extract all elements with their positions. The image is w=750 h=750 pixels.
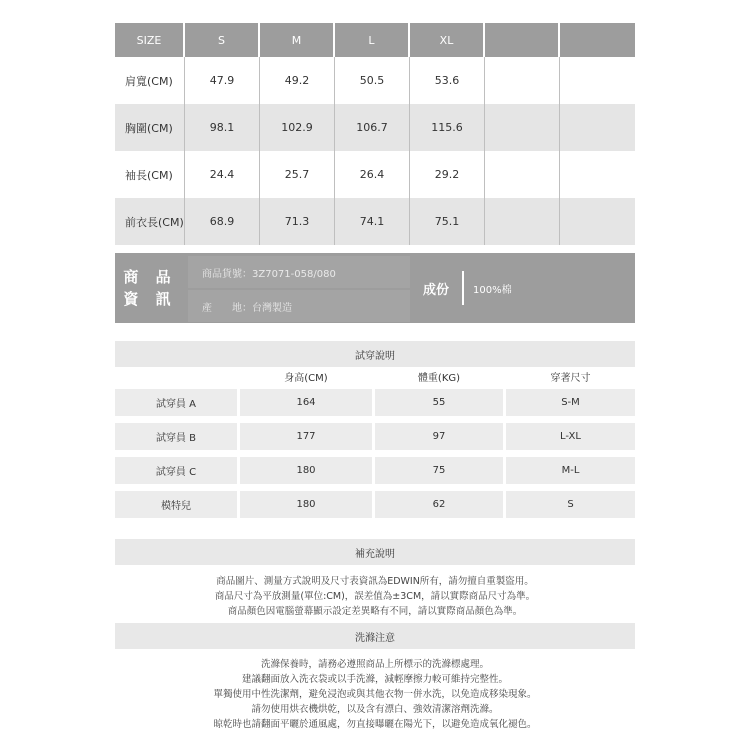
table-cell [560,198,635,245]
wash-line: 洗滌保養時，請務必遵照商品上所標示的洗滌標處理。 [260,659,489,670]
table-cell: 74.1 [335,198,410,245]
table-cell: 53.6 [410,57,485,104]
sku-line: 商品貨號：3Z7071-058/080 [188,256,410,288]
table-cell: 24.4 [185,151,260,198]
origin-line: 產 地：台灣製造 [188,290,410,322]
table-row [115,457,635,484]
tryon-weight: 62 [375,491,503,518]
table-cell: 68.9 [185,198,260,245]
table-row [115,104,635,151]
header-size: SIZE [115,23,185,57]
header-s: S [185,23,260,57]
supplement-title-bar [115,539,635,565]
tryon-size: L-XL [506,423,635,450]
row-label: 袖長(CM) [115,151,185,198]
table-cell [560,151,635,198]
tryon-name: 試穿員 A [115,389,237,416]
tryon-weight: 97 [375,423,503,450]
table-cell [560,104,635,151]
composition-divider [462,271,464,305]
table-row [115,423,635,450]
tryon-header-row [115,366,635,386]
tryon-weight: 75 [375,457,503,484]
row-label: 前衣長(CM) [115,198,185,245]
product-info-title-line2: 資 訊 [123,290,177,308]
table-cell: 47.9 [185,57,260,104]
tryon-height: 164 [240,389,372,416]
supplement-title: 補充說明 [355,548,395,560]
table-row [115,491,635,518]
composition-value: 100%棉 [473,285,512,296]
wash-line: 單獨使用中性洗潔劑，避免浸泡或與其他衣物一併水洗，以免造成移染現象。 [213,689,537,700]
table-cell [485,151,560,198]
wash-title: 洗滌注意 [355,632,395,644]
product-info-title [115,253,185,323]
table-cell [485,198,560,245]
supplement-line: 商品顏色因電腦螢幕顯示設定差異略有不同，請以實際商品顏色為準。 [227,606,523,617]
table-cell: 49.2 [260,57,335,104]
table-row [115,57,635,104]
product-info-title-line1: 商 品 [123,268,177,286]
tryon-size: M-L [506,457,635,484]
wash-line: 晾乾時也請翻面平曬於通風處，勿直接曝曬在陽光下，以避免造成氧化褪色。 [213,719,537,730]
header-empty-2 [560,23,635,57]
table-cell: 106.7 [335,104,410,151]
tryon-size: S [506,491,635,518]
wash-line: 建議翻面放入洗衣袋或以手洗滌，減輕摩擦力較可維持完整性。 [241,674,508,685]
product-info-details [188,253,410,323]
table-row [115,389,635,416]
header-empty-1 [485,23,560,57]
table-cell [485,57,560,104]
tryon-height: 180 [240,491,372,518]
table-cell: 25.7 [260,151,335,198]
table-cell [485,104,560,151]
supplement-line: 商品尺寸為平放測量(單位:CM)，誤差值為±3CM，請以實際商品尺寸為準。 [214,591,536,602]
table-cell: 98.1 [185,104,260,151]
table-row [115,151,635,198]
tryon-name: 試穿員 C [115,457,237,484]
wash-title-bar [115,623,635,649]
table-cell: 115.6 [410,104,485,151]
tryon-title: 試穿說明 [355,350,395,362]
tryon-title-bar [115,341,635,367]
tryon-height: 180 [240,457,372,484]
table-cell: 29.2 [410,151,485,198]
composition-label: 成份 [423,283,450,298]
table-cell: 71.3 [260,198,335,245]
tryon-weight: 55 [375,389,503,416]
tryon-header-size: 穿著尺寸 [550,372,591,384]
header-l: L [335,23,410,57]
table-cell: 102.9 [260,104,335,151]
size-table-header [115,23,635,57]
row-label: 胸圍(CM) [115,104,185,151]
tryon-size: S-M [506,389,635,416]
tryon-header-height: 身高(CM) [284,372,328,384]
product-info-panel [115,253,635,323]
tryon-header-weight: 體重(KG) [417,372,461,384]
table-cell: 26.4 [335,151,410,198]
table-row [115,198,635,245]
header-m: M [260,23,335,57]
header-xl: XL [410,23,485,57]
size-table [115,23,635,245]
row-label: 肩寬(CM) [115,57,185,104]
tryon-name: 試穿員 B [115,423,237,450]
tryon-height: 177 [240,423,372,450]
table-cell [560,57,635,104]
table-cell: 50.5 [335,57,410,104]
tryon-name: 模特兒 [115,491,237,518]
wash-line: 請勿使用烘衣機烘乾，以及含有漂白、強效清潔溶劑洗滌。 [251,704,499,715]
table-cell: 75.1 [410,198,485,245]
supplement-line: 商品圖片、測量方式說明及尺寸表資訊為EDWIN所有，請勿擅自重製盜用。 [216,576,534,587]
